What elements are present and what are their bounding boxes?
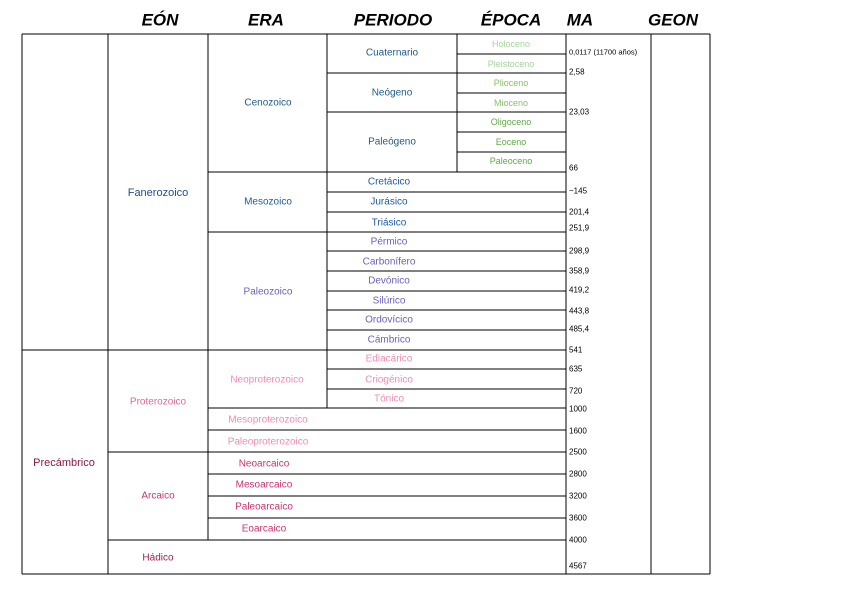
- ma-value: 3600: [569, 513, 587, 523]
- ma-value: 298,9: [569, 246, 590, 256]
- header-ma: MA: [566, 10, 594, 30]
- period-label: Paleoarcaico: [235, 501, 293, 513]
- period-label: Neoarcaico: [238, 458, 290, 470]
- ma-value: 4567: [569, 561, 587, 571]
- epoch-label: Eoceno: [495, 137, 527, 147]
- ma-value: 3200: [569, 491, 587, 501]
- period-label: Carbonífero: [362, 256, 416, 268]
- era-label: Hádico: [142, 552, 174, 564]
- period-label: Mesoproterozoico: [228, 414, 308, 426]
- epoch-label: Oligoceno: [490, 117, 532, 127]
- era-label: Paleozoico: [243, 286, 293, 298]
- header-eon: EÓN: [141, 10, 179, 30]
- period-label: Devónico: [368, 275, 410, 287]
- era-label: Proterozoico: [129, 396, 187, 408]
- eon-label: Fanerozoico: [127, 187, 189, 199]
- period-label: Cuaternario: [365, 47, 419, 59]
- period-label: Criogénico: [365, 374, 413, 386]
- ma-value: 358,9: [569, 266, 590, 276]
- ma-value: 541: [569, 345, 583, 355]
- ma-value: 2,58: [569, 67, 585, 77]
- ma-value: 251,9: [569, 223, 590, 233]
- period-label: Jurásico: [370, 196, 408, 208]
- period-label: Mesoarcaico: [235, 479, 293, 491]
- header-era: ERA: [248, 10, 284, 30]
- epoch-label: Paleoceno: [489, 156, 533, 166]
- epoch-label: Holoceno: [491, 39, 531, 49]
- ma-value: 2800: [569, 469, 587, 479]
- period-label: Pérmico: [370, 236, 408, 248]
- ma-value: ~145: [569, 186, 588, 196]
- period-label: Eoarcaico: [241, 523, 287, 535]
- ma-value: 443,8: [569, 306, 590, 316]
- ma-value: 201,4: [569, 207, 590, 217]
- ma-value: 720: [569, 386, 583, 396]
- eon-label: Precámbrico: [33, 457, 95, 469]
- ma-value: 23,03: [569, 107, 590, 117]
- epoch-label: Plioceno: [493, 78, 529, 88]
- period-label: Ordovícico: [365, 314, 413, 326]
- period-label: Neoproterozoico: [230, 374, 304, 386]
- ma-value: 2500: [569, 447, 587, 457]
- epoch-label: Pleistoceno: [487, 59, 535, 69]
- ma-value: 485,4: [569, 324, 590, 334]
- period-label: Silúrico: [372, 295, 406, 307]
- ma-value: 0,0117 (11700 años): [569, 47, 638, 57]
- header-geon: GEON: [647, 10, 699, 30]
- ma-value: 4000: [569, 535, 587, 545]
- period-label: Triásico: [371, 217, 407, 229]
- period-label: Cámbrico: [367, 334, 411, 346]
- epoch-label: Mioceno: [493, 98, 529, 108]
- header-periodo: PERIODO: [353, 10, 433, 30]
- period-label: Paleógeno: [368, 136, 416, 148]
- era-label: Mesozoico: [244, 196, 292, 208]
- ma-value: 1600: [569, 426, 587, 436]
- era-label: Arcaico: [141, 490, 175, 502]
- header-epoca: ÉPOCA: [480, 10, 542, 30]
- period-label: Tónico: [373, 393, 405, 405]
- ma-value: 419,2: [569, 285, 590, 295]
- period-label: Ediacárico: [365, 353, 413, 365]
- ma-value: 635: [569, 364, 583, 374]
- ma-value: 1000: [569, 404, 587, 414]
- ma-value: 66: [569, 163, 578, 173]
- era-label: Cenozoico: [244, 97, 292, 109]
- period-label: Neógeno: [371, 87, 413, 99]
- period-label: Cretácico: [367, 176, 411, 188]
- period-label: Paleoproterozoico: [227, 436, 309, 448]
